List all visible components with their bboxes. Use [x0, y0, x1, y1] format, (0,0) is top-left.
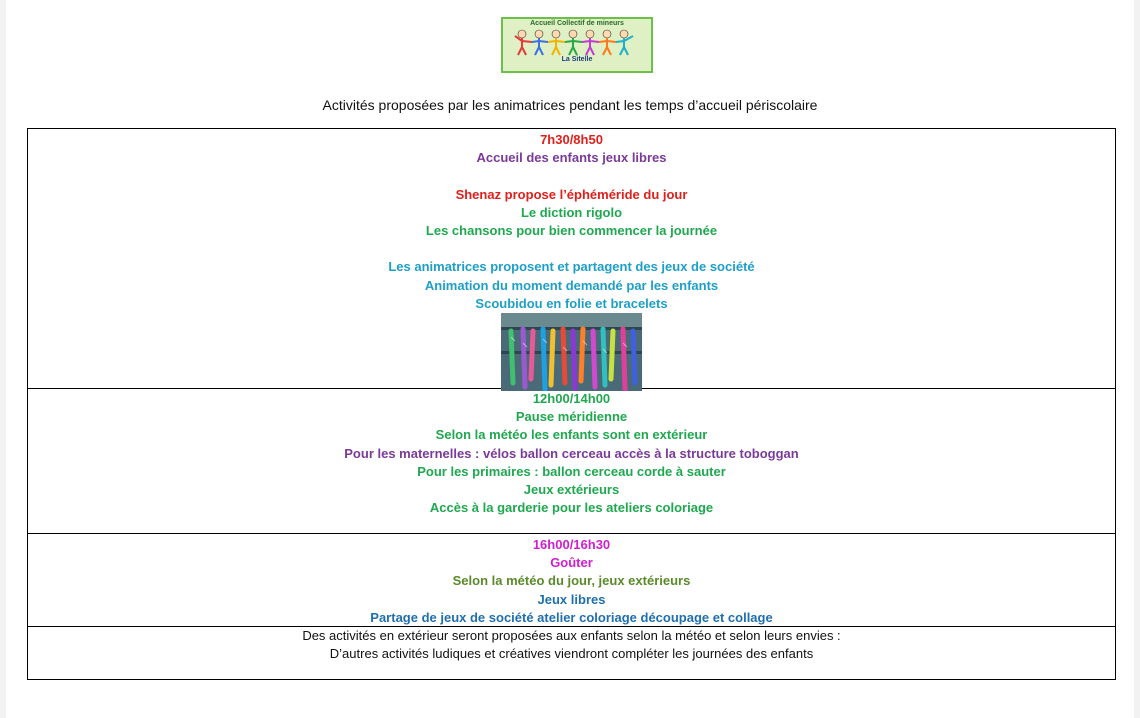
footer-line-2: D’autres activités ludiques et créatives viendront compléter les journées des enfants [329, 646, 814, 662]
scoubidou-bracelets-photo [501, 313, 642, 391]
logo-bottom-text: La Sitelle [561, 56, 593, 63]
morning-line-5: Les animatrices proposent et partagent des jeux de société [388, 259, 755, 275]
midday-section [28, 389, 1115, 534]
schedule-table [27, 128, 1116, 680]
afternoon-line-1: Goûter [550, 555, 593, 571]
morning-line-6: Animation du moment demandé par les enfants [424, 277, 719, 293]
afternoon-line-3: Jeux libres [537, 591, 606, 607]
midday-line-1: Pause méridienne [515, 409, 628, 425]
midday-line-4: Pour les primaires : ballon cerceau corde à sauter [417, 463, 726, 479]
midday-line-2: Selon la météo les enfants sont en extérieur [435, 427, 708, 443]
children-holding-hands-icon [513, 28, 643, 56]
morning-line-7: Scoubidou en folie et bracelets [475, 295, 668, 311]
morning-section [28, 129, 1115, 389]
morning-line-2: Shenaz propose l’éphéméride du jour [455, 186, 688, 202]
afternoon-time: 16h00/16h30 [532, 537, 611, 552]
document-page [6, 0, 1134, 718]
afternoon-line-2: Selon la météo du jour, jeux extérieurs [452, 573, 691, 589]
footer-line-1: Des activités en extérieur seront proposées aux enfants selon la météo et selon leurs envies : [302, 628, 841, 643]
midday-line-3: Pour les maternelles : vélos ballon cerceau accès à la structure toboggan [344, 445, 799, 461]
footer-section [28, 627, 1115, 681]
afternoon-section [28, 534, 1115, 627]
morning-line-4: Les chansons pour bien commencer la journée [425, 223, 718, 238]
midday-time: 12h00/14h00 [532, 391, 611, 406]
morning-line-3: Le diction rigolo [520, 204, 623, 220]
logo [501, 17, 653, 73]
morning-line-1: Accueil des enfants jeux libres [476, 150, 667, 166]
page-title: Activités proposées par les animatrices pendant les temps d’accueil périscolaire [322, 97, 818, 113]
afternoon-line-4: Partage de jeux de société atelier coloriage découpage et collage [370, 609, 773, 625]
midday-line-5: Jeux extérieurs [523, 482, 620, 498]
morning-time: 7h30/8h50 [540, 132, 603, 147]
midday-line-6: Accès à la garderie pour les ateliers coloriage [429, 500, 714, 516]
logo-top-text: Accueil Collectif de mineurs [530, 20, 624, 27]
